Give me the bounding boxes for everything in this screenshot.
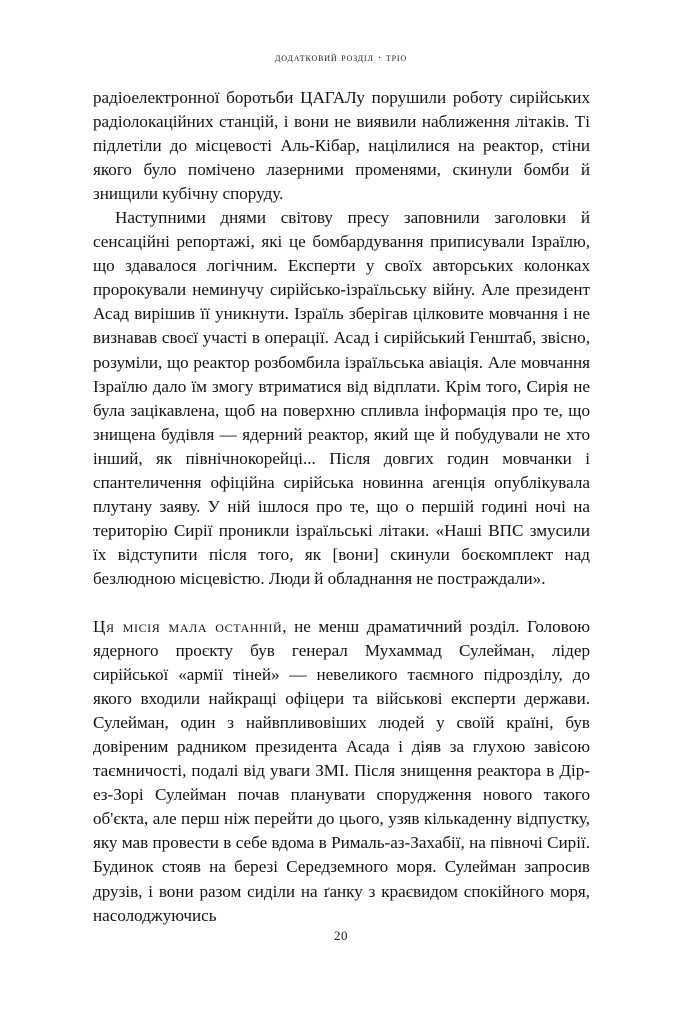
paragraph-1: радіоелектронної боротьби ЦАГАЛу порушили роботу сирійських радіолокаційних станцій, і вони не виявили наближення літаків. Ті підлетіли до місцевості Аль-Кібар, націлилися на реактор, стіни якого було помічено лазерними променями, скинули бомби й знищили кубічну споруду.	[93, 88, 590, 204]
paragraph-3-body: , не менш драматичний розділ. Головою ядерного проєкту був генерал Мухаммад Сулейман, лідер сирійської «армії тіней» — невеликого таємного підрозділу, до якого входили найкращі офіцери та військові експерти держави. Сулейман, один з найвпливовіших людей у своїй країні, був довіреним радником президента Асада і діяв за глухою завісою таємничості, подалі від уваги ЗМІ. Після знищення реактора в Дір-ез-Зорі Сулейман почав планувати спорудження нового такого об'єкта, але перш ніж перейти до цього, узяв кількаденну відпустку, яку мав провести в себе вдома в Рималь-аз-Захабії, на півночі Сирії. Будинок стояв на березі Середземного моря. Сулейман запросив друзів, і вони разом сиділи на ґанку з краєвидом спокійного моря, насолоджуючись	[93, 616, 591, 925]
paragraph-3-smallcaps-lead: Ця місія мала останній	[93, 616, 283, 636]
paragraph-2: Наступними днями світову пресу заповнили заголовки й сенсаційні репортажі, які це бомбардування приписували Ізраїлю, що здавалося логічним. Експерти у своїх авторських колонках пророкували неминучу сирійсько-ізраїльську війну. Але президент Асад вирішив її уникнути. Ізраїль зберігав цілковите мовчання і не визнавав своєї участі в операції. Асад і сирійський Генштаб, звісно, розуміли, що реактор розбомбила ізраїльська авіація. Але мовчання Ізраїлю дало їм змогу втриматися від відплати. Крім того, Сирія не була зацікавлена, щоб на поверхню спливла інформація про те, що знищена будівля — ядерний реактор, який ще й побудували не хто інший, як північнокорейці... Після довгих годин мовчанки і спантеличення офіційна сирійська новинна агенція опублікувала плутану заяву. У ній ішлося про те, що о першій годині ночі на територію Сирії проникли ізраїльські літаки. «Наші ВПС змусили їх відступити після того, як [вони] скинули боєкомплект над безлюдною місцевістю. Люди й обладнання не постраждали».	[93, 208, 590, 588]
paragraph-3	[93, 615, 590, 928]
running-head: додатковий розділ · тріо	[274, 52, 408, 64]
page-number: 20	[334, 928, 348, 943]
body-text-block	[93, 86, 590, 928]
